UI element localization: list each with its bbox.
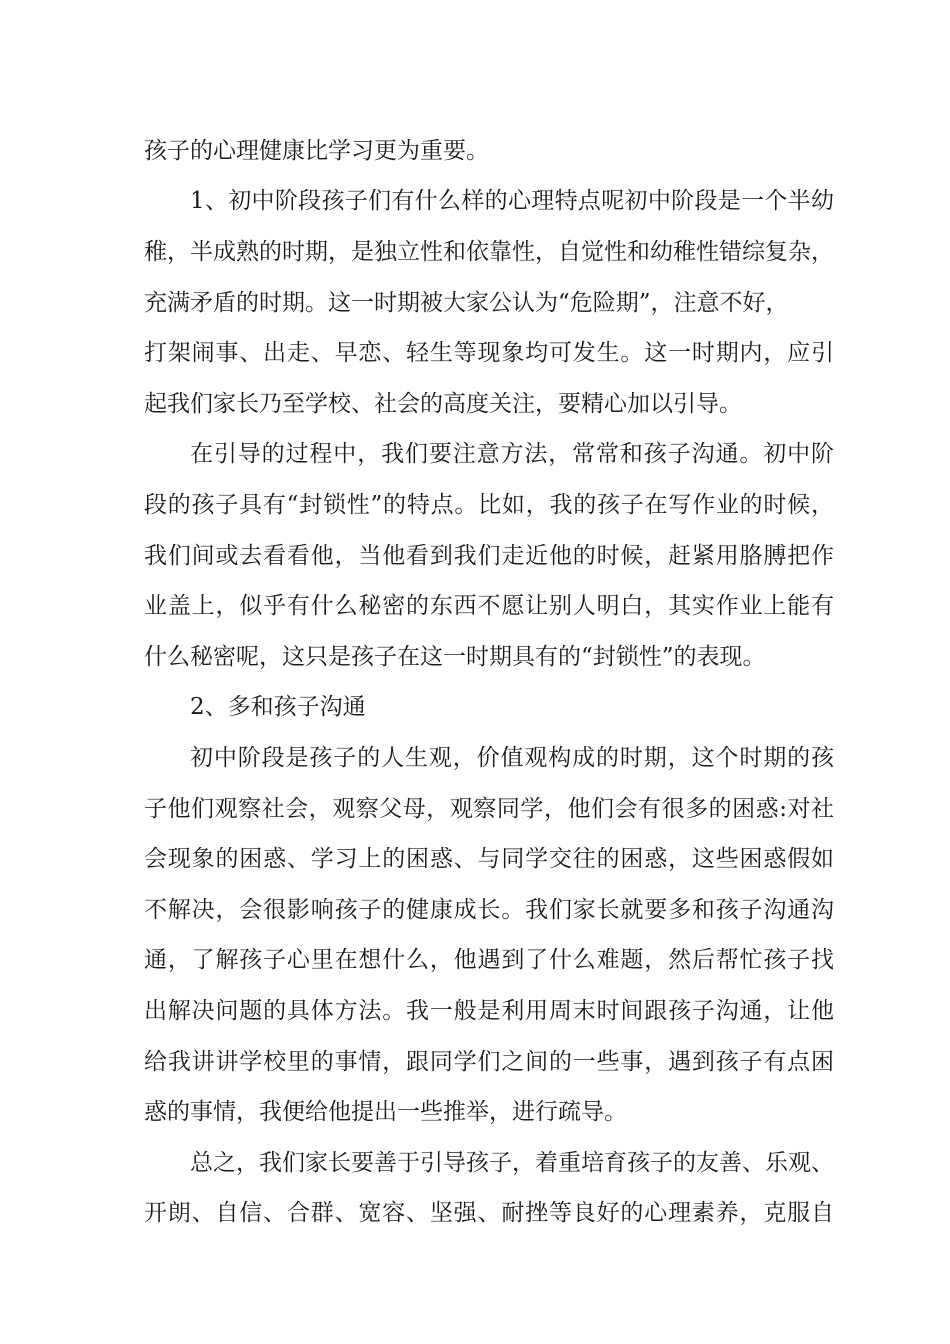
paragraph-line: 给我讲讲学校里的事情，跟同学们之间的一些事，遇到孩子有点困 bbox=[144, 1049, 834, 1075]
paragraph-line: 什么秘密呢，这只是孩子在这一时期具有的“封锁性”的表现。 bbox=[144, 644, 766, 670]
paragraph-line: 业盖上，似乎有什么秘密的东西不愿让别人明白，其实作业上能有 bbox=[144, 593, 834, 619]
paragraph-line: 我们间或去看看他，当他看到我们走近他的时候，赶紧用胳膊把作 bbox=[144, 543, 834, 569]
paragraph-line: 通，了解孩子心里在想什么，他遇到了什么难题，然后帮忙孩子找 bbox=[144, 947, 834, 973]
paragraph-line: 不解决，会很影响孩子的健康成长。我们家长就要多和孩子沟通沟 bbox=[144, 897, 834, 923]
paragraph-line: 惑的事情，我便给他提出一些推举，进行疏导。 bbox=[144, 1099, 627, 1125]
paragraph-line: 1、初中阶段孩子们有什么样的心理特点呢初中阶段是一个半幼 bbox=[190, 188, 834, 214]
paragraph-line: 在引导的过程中，我们要注意方法，常常和孩子沟通。初中阶 bbox=[190, 441, 834, 467]
paragraph-line: 出解决问题的具体方法。我一般是利用周末时间跟孩子沟通，让他 bbox=[144, 998, 834, 1024]
paragraph-line: 打架闹事、出走、早恋、轻生等现象均可发生。这一时期内，应引 bbox=[144, 340, 834, 366]
section-heading: 2、多和孩子沟通 bbox=[190, 694, 366, 720]
paragraph-line: 总之，我们家长要善于引导孩子，着重培育孩子的友善、乐观、 bbox=[190, 1150, 834, 1176]
paragraph-line: 稚，半成熟的时期，是独立性和依靠性，自觉性和幼稚性错综复杂， bbox=[144, 239, 834, 265]
paragraph-line: 初中阶段是孩子的人生观，价值观构成的时期，这个时期的孩 bbox=[190, 745, 834, 771]
paragraph-line: 起我们家长乃至学校、社会的高度关注，要精心加以引导。 bbox=[144, 391, 742, 417]
paragraph-line: 开朗、自信、合群、宽容、坚强、耐挫等良好的心理素养，克服自 bbox=[144, 1200, 834, 1226]
paragraph-line: 充满矛盾的时期。这一时期被大家公认为“危险期”，注意不好， bbox=[144, 290, 789, 316]
paragraph-line: 子他们观察社会，观察父母，观察同学，他们会有很多的困惑:对社 bbox=[144, 796, 834, 822]
paragraph-line: 会现象的困惑、学习上的困惑、与同学交往的困惑，这些困惑假如 bbox=[144, 846, 834, 872]
paragraph-line: 段的孩子具有“封锁性”的特点。比如，我的孩子在写作业的时候， bbox=[144, 492, 834, 518]
paragraph-line: 孩子的心理健康比学习更为重要。 bbox=[144, 138, 489, 164]
